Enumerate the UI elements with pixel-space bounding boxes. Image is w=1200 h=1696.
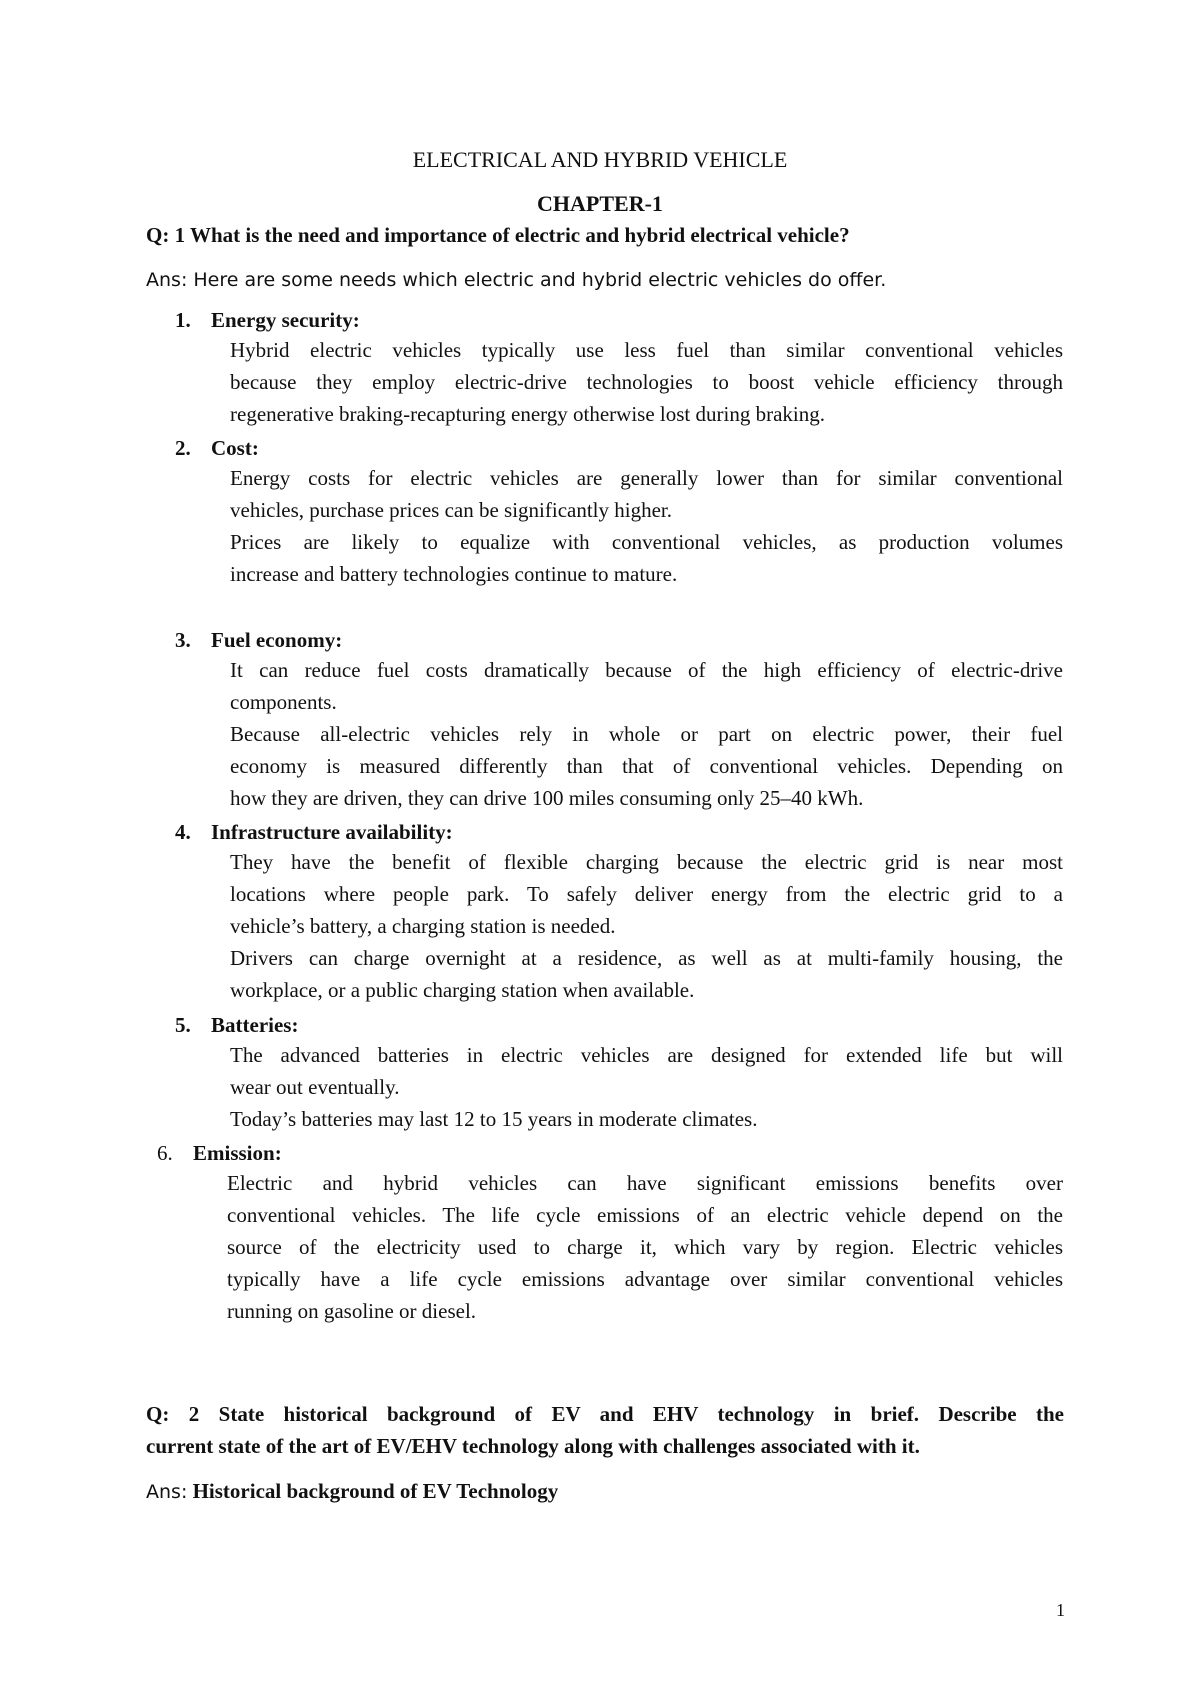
list-item-body (230, 462, 1063, 590)
body-line: locations where people park. To safely deliver energy from the electric grid to a (230, 882, 1063, 906)
body-line: It can reduce fuel costs dramatically because of the high efficiency of electric-drive (230, 658, 1063, 682)
body-line: regenerative braking-recapturing energy otherwise lost during braking. (230, 402, 825, 426)
answer-2 (146, 1475, 1064, 1508)
list-item-number: 1. (175, 308, 191, 332)
body-line: increase and battery technologies continue to mature. (230, 562, 678, 586)
list-item-number: 2. (175, 436, 191, 460)
answer-label: Ans: (146, 269, 188, 291)
list-item-title: Batteries: (211, 1013, 299, 1037)
list-item-heading (175, 432, 259, 464)
body-line: running on gasoline or diesel. (227, 1299, 477, 1323)
answer-heading: Historical background of EV Technology (187, 1479, 559, 1503)
answer-intro-text: Here are some needs which electric and hybrid electric vehicles do offer. (187, 269, 887, 291)
body-line: Electric and hybrid vehicles can have significant emissions benefits over (227, 1171, 1063, 1195)
list-item-body (230, 1039, 1063, 1135)
document-title: ELECTRICAL AND HYBRID VEHICLE (412, 147, 788, 172)
question-2-line: Q: 2 State historical background of EV and EHV technology in brief. Describe the (146, 1402, 1064, 1426)
body-line: Energy costs for electric vehicles are generally lower than for similar conventional (230, 466, 1063, 490)
list-item-title: Cost: (211, 436, 259, 460)
body-line: Prices are likely to equalize with conventional vehicles, as production volumes (230, 530, 1063, 554)
body-line: Drivers can charge overnight at a residence, as well as at multi-family housing, the (230, 946, 1063, 970)
body-line: vehicles, purchase prices can be significantly higher. (230, 498, 673, 522)
question-1: Q: 1 What is the need and importance of electric and hybrid electrical vehicle? (146, 223, 850, 247)
body-line: Because all-electric vehicles rely in whole or part on electric power, their fuel (230, 722, 1063, 746)
list-item-heading (175, 304, 360, 336)
body-line: conventional vehicles. The life cycle emissions of an electric vehicle depend on the (227, 1203, 1063, 1227)
body-line: workplace, or a public charging station when available. (230, 978, 695, 1002)
list-item-body (230, 654, 1063, 814)
body-line: Hybrid electric vehicles typically use less fuel than similar conventional vehicles (230, 338, 1063, 362)
body-line: source of the electricity used to charge it, which vary by region. Electric vehicles (227, 1235, 1063, 1259)
list-item-body (230, 846, 1063, 1006)
body-line: economy is measured differently than that of conventional vehicles. Depending on (230, 754, 1063, 778)
body-line: components. (230, 690, 337, 714)
question-2-line: current state of the art of EV/EHV technology along with challenges associated with it. (146, 1434, 920, 1458)
body-line: how they are driven, they can drive 100 miles consuming only 25–40 kWh. (230, 786, 864, 810)
list-item-title: Energy security: (211, 308, 360, 332)
page-number: 1 (1056, 1600, 1065, 1620)
body-line: because they employ electric-drive technologies to boost vehicle efficiency through (230, 370, 1063, 394)
answer-label: Ans: (146, 1481, 188, 1503)
list-item-number: 6. (157, 1141, 173, 1165)
list-item-heading (157, 1137, 282, 1169)
list-item-number: 4. (175, 820, 191, 844)
answer-1-intro (146, 263, 1064, 296)
question-2 (146, 1398, 1064, 1462)
body-line: The advanced batteries in electric vehicles are designed for extended life but will (230, 1043, 1063, 1067)
list-item-number: 3. (175, 628, 191, 652)
list-item-heading (175, 816, 453, 848)
list-item-title: Fuel economy: (211, 628, 343, 652)
body-line: They have the benefit of flexible charging because the electric grid is near most (230, 850, 1063, 874)
chapter-heading: CHAPTER-1 (537, 191, 663, 216)
list-item-body (230, 334, 1063, 430)
list-item-title: Infrastructure availability: (211, 820, 453, 844)
body-line: wear out eventually. (230, 1075, 400, 1099)
list-item-heading (175, 624, 342, 656)
list-item-number: 5. (175, 1013, 191, 1037)
list-item-heading (175, 1009, 298, 1041)
body-line: Today’s batteries may last 12 to 15 years in moderate climates. (230, 1107, 758, 1131)
body-line: vehicle’s battery, a charging station is needed. (230, 914, 616, 938)
body-line: typically have a life cycle emissions advantage over similar conventional vehicles (227, 1267, 1063, 1291)
list-item-body (227, 1167, 1063, 1327)
list-item-title: Emission: (193, 1141, 282, 1165)
